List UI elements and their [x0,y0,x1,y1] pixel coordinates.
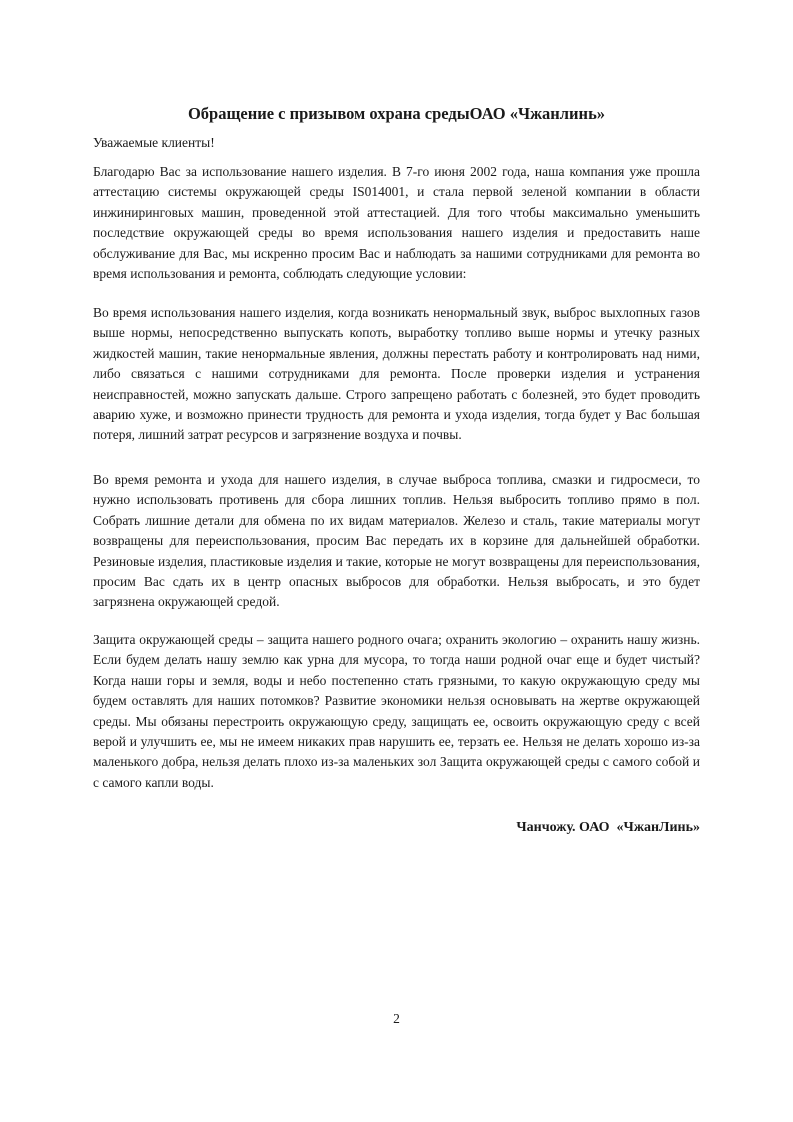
paragraph-usage: Во время использования нашего изделия, когда возникать ненормальный звук, выброс выхлопных газов выше нормы, непосредственно выпускать копоть, выработку топливо выше нормы и утечку разных жидкостей машин, такие ненормальные явления, должны перестать работу и контролировать над ними, либо связаться с нашими сотрудниками для ремонта. После проверки изделия и устранения неисправностей, можно запускать дальше. Строго запрещено работать с болезней, это будет проводить аварию хуже, и возможно принести трудность для ремонта и ухода изделия, тогда будет у Вас большая потеря, лишний затрат ресурсов и загрязнение воздуха и почвы. [93,305,700,443]
paragraph-maintenance: Во время ремонта и ухода для нашего изделия, в случае выброса топлива, смазки и гидросмеси, то нужно использовать противень для сбора лишних топлив. Нельзя выбросить топливо прямо в пол. Собрать лишние детали для обмена по их видам материалов. Железо и сталь, такие материалы могут возвращены для переиспользования, просим Вас передать их в корзине для дальнейшей обработки. Резиновые изделия, пластиковые изделия и такие, которые не могут возвращены для переиспользования, просим Вас сдать их в центр опасных выбросов для обработки. Нельзя выбросать, и это будет загрязнена окружающей средой. [93,472,700,610]
paragraph-protection: Защита окружающей среды – защита нашего родного очага; охранить экологию – охранить нашу жизнь. Если будем делать нашу землю как урна для мусора, то тогда наши родной очаг еще и будет чистый? Когда наши горы и земля, воды и небо постепенно стать грязными, то какую окружающую среду мы будем оставлять для наших потомков? Развитие экономики нельзя основывать на жертве окружающей среды. Мы обязаны перестроить окружающую среду, защищать ее, освоить окружающую среду с всей верой и улучшить ее, мы не имеем никаких прав нарушить ее, терзать ее. Нельзя не делать хорошо из-за маленького добра, нельзя делать плохо из-за маленьких зол Защита окружающей среды с самого собой и с самого капли воды. [93,632,700,790]
document-title: Обращение с призывом охрана средыОАО «Чжанлинь» [187,104,606,123]
page-number: 2 [393,1011,400,1026]
greeting: Уважаемые клиенты! [93,135,215,150]
paragraph-intro: Благодарю Вас за использование нашего изделия. В 7-го июня 2002 года, наша компания уже прошла аттестацию системы окружающей среды IS014001, и стала первой зеленой компании в области инжиниринговых машин, проведенной этой аттестацией. Для того чтобы максимально уменьшить последствие окружающей среды во время использования нашего изделия и предоставить наше обслуживание для Вас, мы искренно просим Вас и наблюдать за нашими сотрудниками для ремонта во время использования и ремонта, соблюдать следующие условии: [93,164,700,282]
signature: Чанчожу. ОАО «ЧжанЛинь» [516,820,700,835]
